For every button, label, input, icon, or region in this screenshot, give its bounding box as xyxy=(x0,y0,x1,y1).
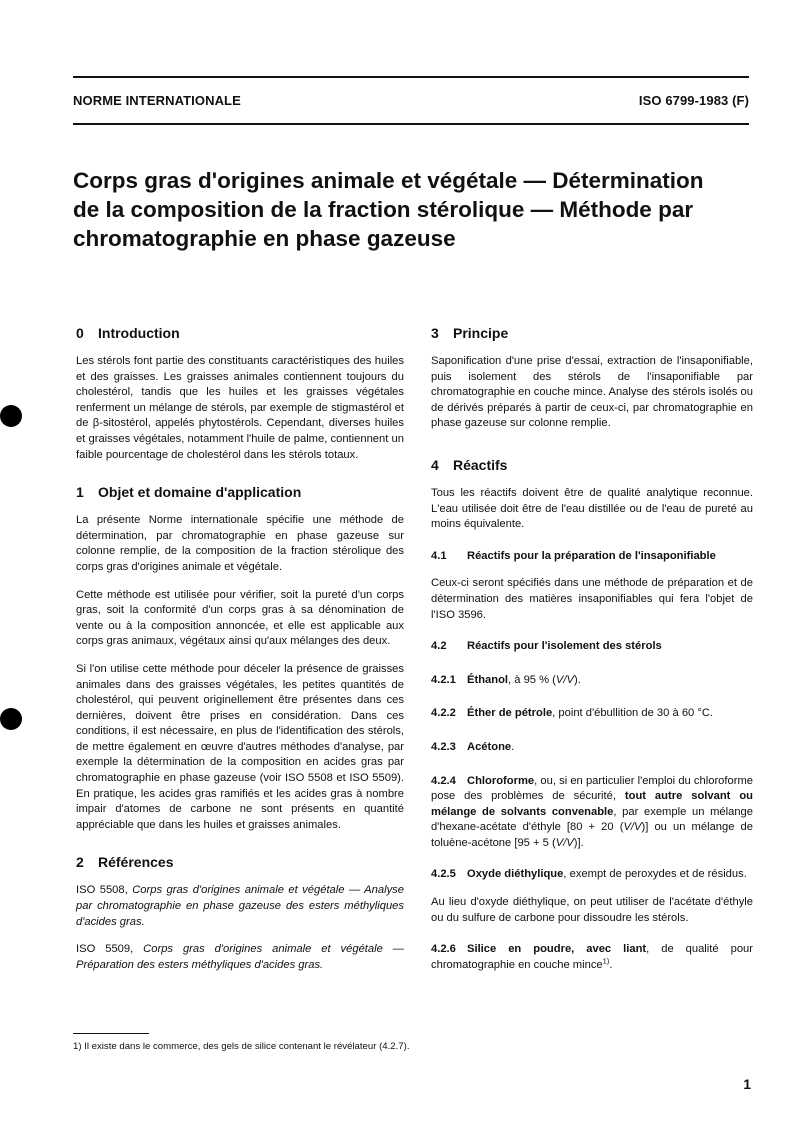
change-marker-bullet-2 xyxy=(0,708,22,730)
header-standard-type: NORME INTERNATIONALE xyxy=(73,93,241,108)
reagent-4-2-5-note: Au lieu d'oxyde diéthylique, on peut utiliser de l'acétate d'éthyle ou du sulfure de carbone pour dissoudre les stérols. xyxy=(431,896,753,924)
reference-iso-5509: ISO 5509, Corps gras d'origines animale et végétale — Préparation des esters méthyliques d'acides gras. xyxy=(76,943,404,971)
reagent-4-2-6: 4.2.6 Silice en poudre, avec liant, de qualité pour chromatographie en couche mince$^{1)}$. xyxy=(431,943,753,971)
scope-paragraph-3: Si l'on utilise cette méthode pour déceler la présence de graisses animales dans des graisses végétales, les petites quantités de cholestérol, qui peuvent originellement être présentes dans ces dernières, doivent être prises en considération. Dans ces conditions, il est nécessaire, en plus de l'identification des stérols, de mettre également en œuvre d'autres méthodes d'analyse, par exemple la détermination de la composition en acides gras par chromatographie en phase gazeuse (voir ISO 5508 et ISO 5509). En pratique, les acides gras ramifiés et les acides gras à nombre impair d'atomes de carbone ne sont présents en quantité appréciable que dans les huiles et graisses animales. xyxy=(76,662,404,831)
document-title: Corps gras d'origines animale et végétale — Détermination de la composition de la fraction stérolique — Méthode par chromatographie en phase gazeuse xyxy=(73,168,704,251)
section-heading-reagents: 4 Réactifs xyxy=(431,456,508,473)
reference-iso-5508: ISO 5508, Corps gras d'origines animale et végétale — Analyse par chromatographie en phase gazeuse des esters méthyliques d'acides gras. xyxy=(76,884,404,928)
reagent-4-2-4: 4.2.4 Chloroforme, ou, si en particulier l'emploi du chloroforme pose des problèmes de sécurité, tout autre solvant ou mélange de solvants convenable, par exemple un mélange d'hexane-acétate d'éthyle [80 + 20 (V/V)] ou un mélange de toluène-acétone [95 + 5 (V/V)]. xyxy=(431,774,754,849)
section-heading-introduction: 0 Introduction xyxy=(76,325,180,341)
footnote-rule xyxy=(73,1033,149,1034)
subsection-4-1-paragraph: Ceux-ci seront spécifiés dans une méthode de préparation et de détermination des matières insaponifiables qui fera l'objet de l'ISO 3596. xyxy=(431,577,753,621)
right-column xyxy=(431,324,753,973)
subsection-heading-4-1: 4.1 Réactifs pour la préparation de l'insaponifiable xyxy=(431,549,716,562)
change-marker-bullet-1 xyxy=(0,405,22,427)
section-heading-scope: 1 Objet et domaine d'application xyxy=(76,484,302,501)
header-rule xyxy=(73,123,749,125)
top-rule xyxy=(73,76,749,78)
reagent-4-2-5: 4.2.5 Oxyde diéthylique, exempt de peroxydes et de résidus. xyxy=(431,868,747,881)
section-heading-principle: 3 Principe xyxy=(431,325,509,341)
page-number: 1 xyxy=(743,1076,751,1092)
introduction-paragraph: Les stérols font partie des constituants caractéristiques des huiles et des graisses. Les graisses animales contiennent toujours du cholestérol, tandis que les huiles et les graisses végétales renferment un mélange de stérols, par exemple de stigmastérol et de β-sitostérol, appelés phytostérols. Cependant, diverses huiles et graisses végétales, notamment l'huile de palme, contiennent un faible pourcentage de cholestérol dans les stérols totaux. xyxy=(76,355,404,461)
left-column xyxy=(76,324,404,973)
reagent-4-2-3: 4.2.3 Acétone. xyxy=(431,740,515,753)
scope-paragraph-2: Cette méthode est utilisée pour vérifier, soit la pureté d'un corps gras, soit la conformité d'un corps gras à sa dénomination de vente ou à la composition annoncée, et elle est applicable aux corps gras animaux, végétaux ainsi qu'aux mélanges des deux. xyxy=(76,588,404,648)
reagents-paragraph: Tous les réactifs doivent être de qualité analytique reconnue. L'eau utilisée doit être de l'eau distillée ou de l'eau de pureté au moins équivalente. xyxy=(431,486,753,531)
reagent-4-2-1: 4.2.1 Éthanol, à 95 % (V/V). xyxy=(431,673,581,686)
scope-paragraph-1: La présente Norme internationale spécifie une méthode de détermination, par chromatographie en phase gazeuse sur colonne remplie, de la composition de la fraction stérolique des corps gras d'origines animale et végétale. xyxy=(76,514,404,573)
footnote: 1) Il existe dans le commerce, des gels de silice contenant le révélateur (4.2.7). xyxy=(73,1041,410,1052)
principle-paragraph: Saponification d'une prise d'essai, extraction de l'insaponifiable, puis isolement des stérols de l'insaponifiable par chromatographie en couche mince. Analyse des stérols isolés ou de dérivés préparés à partir de ceux-ci, par chromatographie en phase gazeuse sur colonne remplie. xyxy=(431,355,753,430)
reagent-4-2-2: 4.2.2 Éther de pétrole, point d'ébullition de 30 à 60 °C. xyxy=(431,707,714,720)
header-standard-number: ISO 6799-1983 (F) xyxy=(638,93,749,108)
footnote-reference: 1) xyxy=(602,956,610,966)
section-heading-references: 2 Références xyxy=(76,854,174,871)
subsection-heading-4-2: 4.2 Réactifs pour l'isolement des stérols xyxy=(431,640,662,653)
